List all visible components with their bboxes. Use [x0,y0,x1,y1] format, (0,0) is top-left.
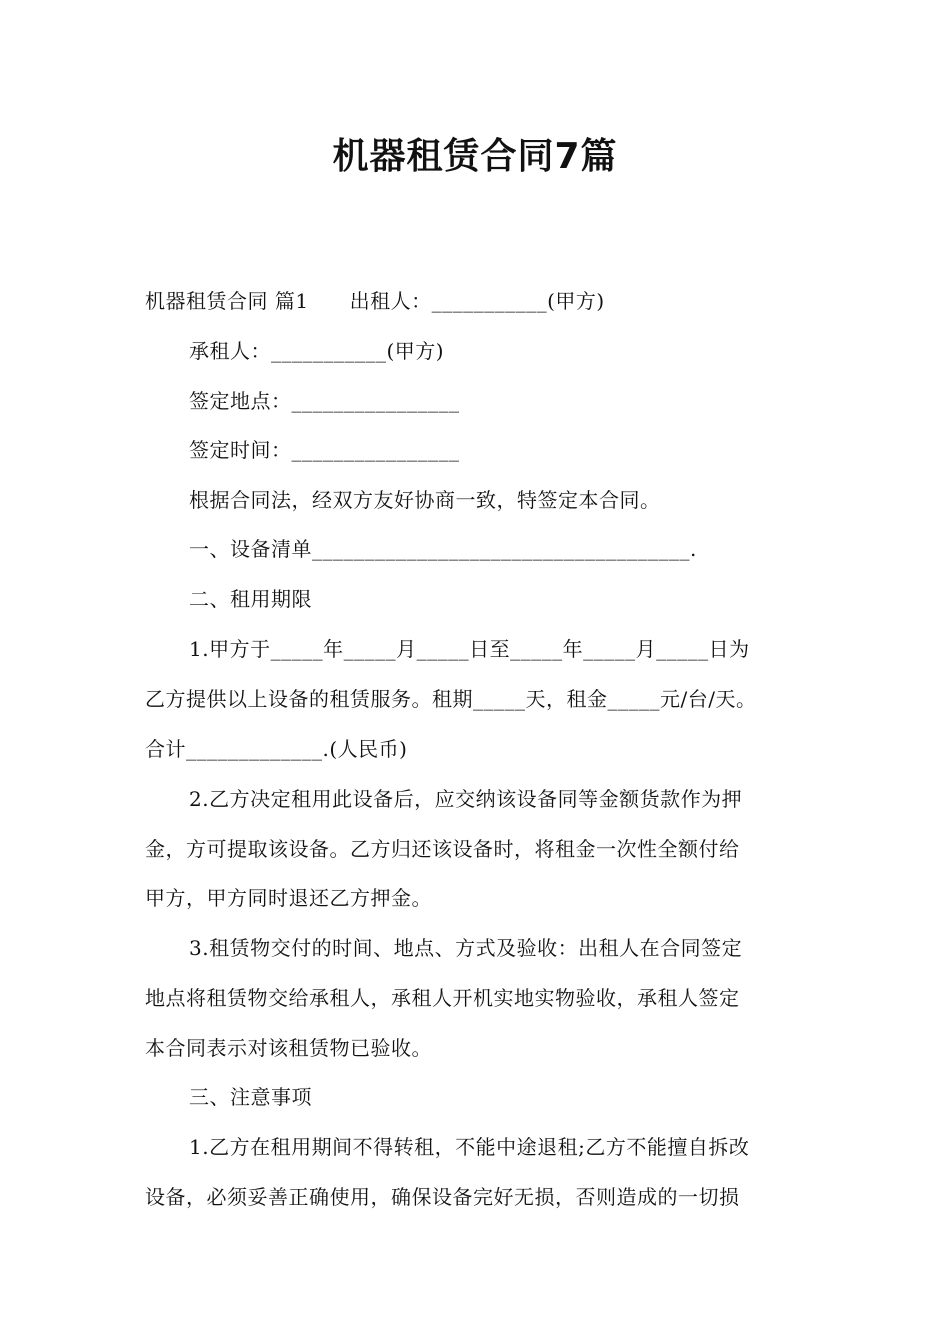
paragraph-line-signing-place: 签定地点：________________ [189,389,460,413]
paragraph-line: 地点将租赁物交给承租人，承租人开机实地实物验收，承租人签定 [145,986,740,1010]
paragraph-line: 3.租赁物交付的时间、地点、方式及验收：出租人在合同签定 [189,936,743,960]
paragraph-line-preamble: 根据合同法，经双方友好协商一致，特签定本合同。 [189,488,661,512]
paragraph-line: 设备，必须妥善正确使用，确保设备完好无损，否则造成的一切损 [145,1185,740,1209]
document-title: 机器租赁合同7篇 [332,136,618,177]
paragraph-line: 本合同表示对该租赁物已验收。 [145,1036,432,1060]
paragraph-line: 金，方可提取该设备。乙方归还该设备时，将租金一次性全额付给 [145,837,740,861]
paragraph-line: 2.乙方决定租用此设备后，应交纳该设备同等金额货款作为押 [189,787,743,811]
section-heading-notes: 三、注意事项 [189,1085,312,1109]
paragraph-line: 甲方，甲方同时退还乙方押金。 [145,886,432,910]
paragraph-line-lessee: 承租人：___________(甲方) [189,339,445,363]
section-heading-lease-term: 二、租用期限 [189,587,312,611]
paragraph-line-heading-lessor: 机器租赁合同 篇1 出租人：___________(甲方) [145,289,605,313]
paragraph-line: 1.甲方于_____年_____月_____日至_____年_____月_____日为 [189,637,750,661]
paragraph-line: 1.乙方在租用期间不得转租，不能中途退租;乙方不能擅自拆改 [189,1135,750,1159]
paragraph-line: 合计_____________.(人民币) [145,737,408,761]
section-heading-equipment-list: 一、设备清单____________________________________. [189,537,697,561]
paragraph-line-signing-time: 签定时间：________________ [189,438,460,462]
paragraph-line: 乙方提供以上设备的租赁服务。租期_____天，租金_____元/台/天。 [145,687,757,711]
